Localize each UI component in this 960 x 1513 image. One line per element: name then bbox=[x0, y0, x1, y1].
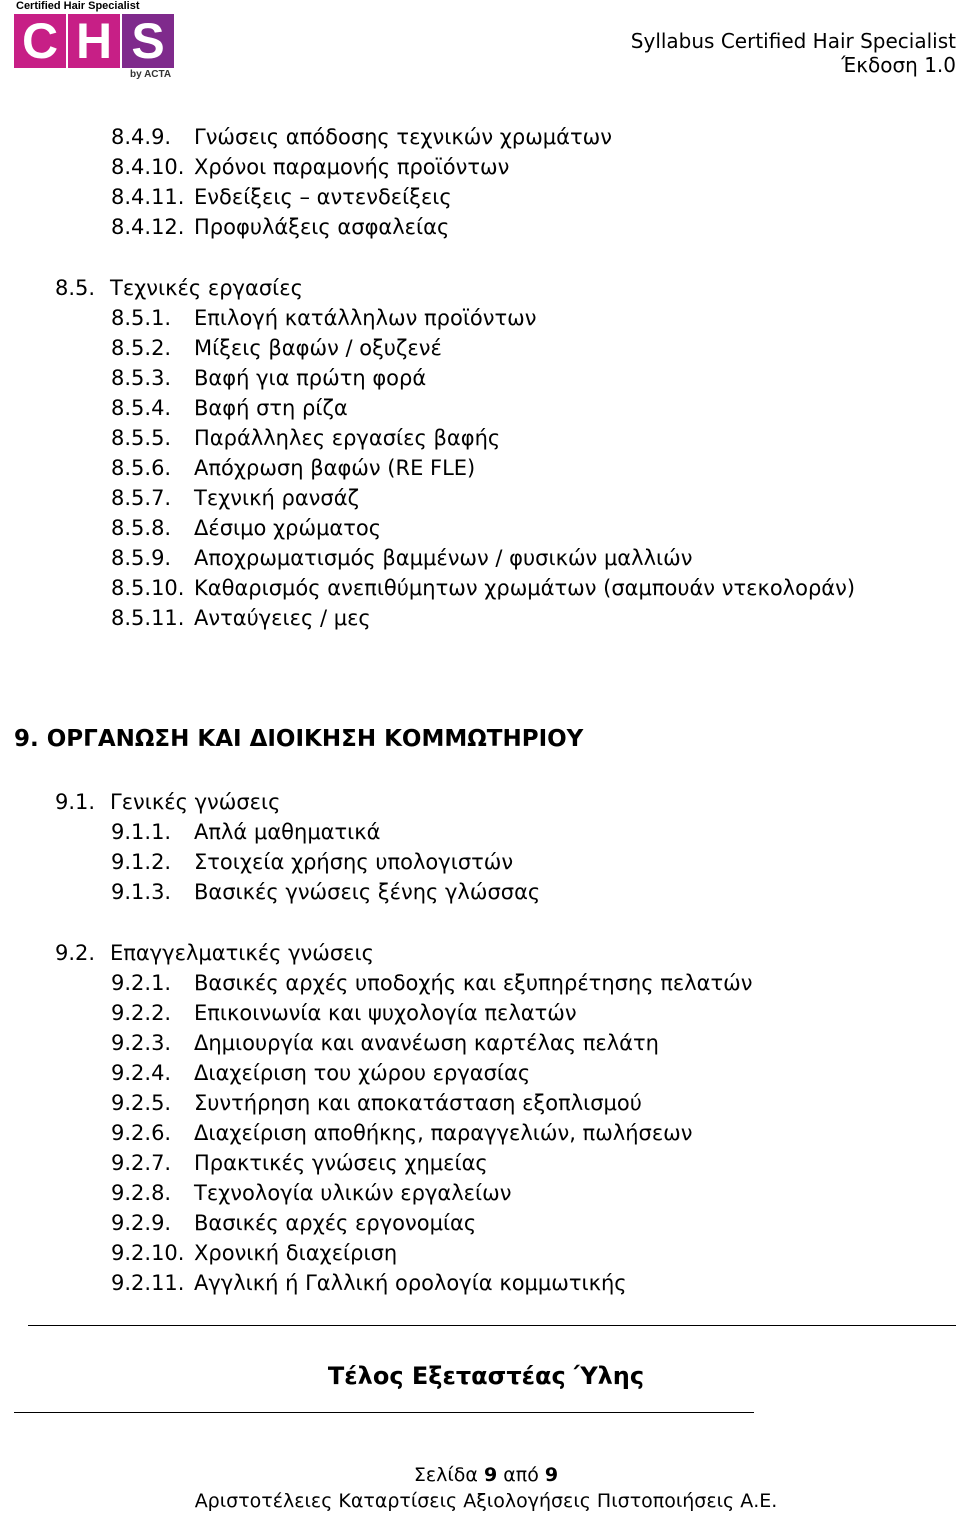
list-item: 9.2.3. Δημιουργία και ανανέωση καρτέλας πελάτη bbox=[111, 1031, 659, 1055]
logo-tagline: Certified Hair Specialist bbox=[16, 0, 140, 12]
list-item: 9.2.4. Διαχείριση του χώρου εργασίας bbox=[111, 1061, 531, 1085]
list-item: 8.5.10. Καθαρισμός ανεπιθύμητων χρωμάτων (σαμπουάν ντεκολοράν) bbox=[111, 576, 856, 600]
header-version: Έκδοση 1.0 bbox=[841, 53, 956, 77]
list-item: 9.2.6. Διαχείριση αποθήκης, παραγγελιών, πωλήσεων bbox=[111, 1121, 693, 1145]
list-item: 9.1.1. Απλά μαθηματικά bbox=[111, 820, 381, 844]
list-item: 8.5. Τεχνικές εργασίες bbox=[55, 276, 303, 300]
header-title: Syllabus Certified Hair Specialist bbox=[630, 29, 956, 53]
list-item: 8.5.8. Δέσιμο χρώματος bbox=[111, 516, 382, 540]
list-item: 8.5.1. Επιλογή κατάλληλων προϊόντων bbox=[111, 306, 537, 330]
list-item: 8.5.7. Τεχνική ρανσάζ bbox=[111, 486, 359, 510]
logo-letters bbox=[14, 14, 174, 68]
list-item: 9.2.5. Συντήρηση και αποκατάσταση εξοπλισμού bbox=[111, 1091, 642, 1115]
list-item: 9.2.8. Τεχνολογία υλικών εργαλείων bbox=[111, 1181, 512, 1205]
divider-top bbox=[28, 1325, 956, 1326]
footer-company: Αριστοτέλειες Καταρτίσεις Αξιολογήσεις Πιστοποιήσεις Α.Ε. bbox=[194, 1490, 778, 1512]
list-item: 9.1.3. Βασικές γνώσεις ξένης γλώσσας bbox=[111, 880, 541, 904]
logo-letter-s: S bbox=[122, 14, 174, 68]
list-item: 8.4.12. Προφυλάξεις ασφαλείας bbox=[111, 215, 450, 239]
list-item: 8.4.10. Χρόνοι παραμονής προϊόντων bbox=[111, 155, 510, 179]
list-item: 8.5.11. Ανταύγειες / μες bbox=[111, 606, 371, 630]
list-item: 9.1. Γενικές γνώσεις bbox=[55, 790, 281, 814]
list-item: 8.5.4. Βαφή στη ρίζα bbox=[111, 396, 348, 420]
list-item: 8.5.2. Μίξεις βαφών / οξυζενέ bbox=[111, 336, 442, 360]
logo-letter-c: C bbox=[14, 14, 66, 68]
logo-letter-h: H bbox=[68, 14, 120, 68]
list-item: 9.2.10. Χρονική διαχείριση bbox=[111, 1241, 398, 1265]
list-item: 9.2.2. Επικοινωνία και ψυχολογία πελατών bbox=[111, 1001, 577, 1025]
logo-byline: by ACTA bbox=[130, 69, 172, 80]
list-item: 8.4.11. Ενδείξεις – αντενδείξεις bbox=[111, 185, 452, 209]
list-item: 8.5.3. Βαφή για πρώτη φορά bbox=[111, 366, 427, 390]
list-item: 8.5.9. Αποχρωματισμός βαμμένων / φυσικών μαλλιών bbox=[111, 546, 693, 570]
divider-bottom bbox=[14, 1412, 754, 1413]
chs-logo bbox=[14, 0, 184, 84]
list-item: 9.2. Επαγγελματικές γνώσεις bbox=[55, 941, 374, 965]
list-item: 9.2.7. Πρακτικές γνώσεις χημείας bbox=[111, 1151, 488, 1175]
page-number: Σελίδα 9 από 9 bbox=[413, 1464, 559, 1486]
list-item: 9.2.9. Βασικές αρχές εργονομίας bbox=[111, 1211, 477, 1235]
list-item: 9.2.1. Βασικές αρχές υποδοχής και εξυπηρέτησης πελατών bbox=[111, 971, 753, 995]
list-item: 8.5.6. Απόχρωση βαφών (RE FLE) bbox=[111, 456, 476, 480]
list-item: 8.5.5. Παράλληλες εργασίες βαφής bbox=[111, 426, 501, 450]
list-item: 9.1.2. Στοιχεία χρήσης υπολογιστών bbox=[111, 850, 514, 874]
list-item: 8.4.9. Γνώσεις απόδοσης τεχνικών χρωμάτων bbox=[111, 125, 612, 149]
list-item: 9.2.11. Αγγλική ή Γαλλική ορολογία κομμωτικής bbox=[111, 1271, 627, 1295]
section-heading: 9. ΟΡΓΑΝΩΣΗ ΚΑΙ ΔΙΟΙΚΗΣΗ ΚΟΜΜΩΤΗΡΙΟΥ bbox=[14, 726, 584, 752]
end-title: Τέλος Εξεταστέας Ύλης bbox=[327, 1362, 645, 1390]
page-header bbox=[631, 29, 956, 77]
